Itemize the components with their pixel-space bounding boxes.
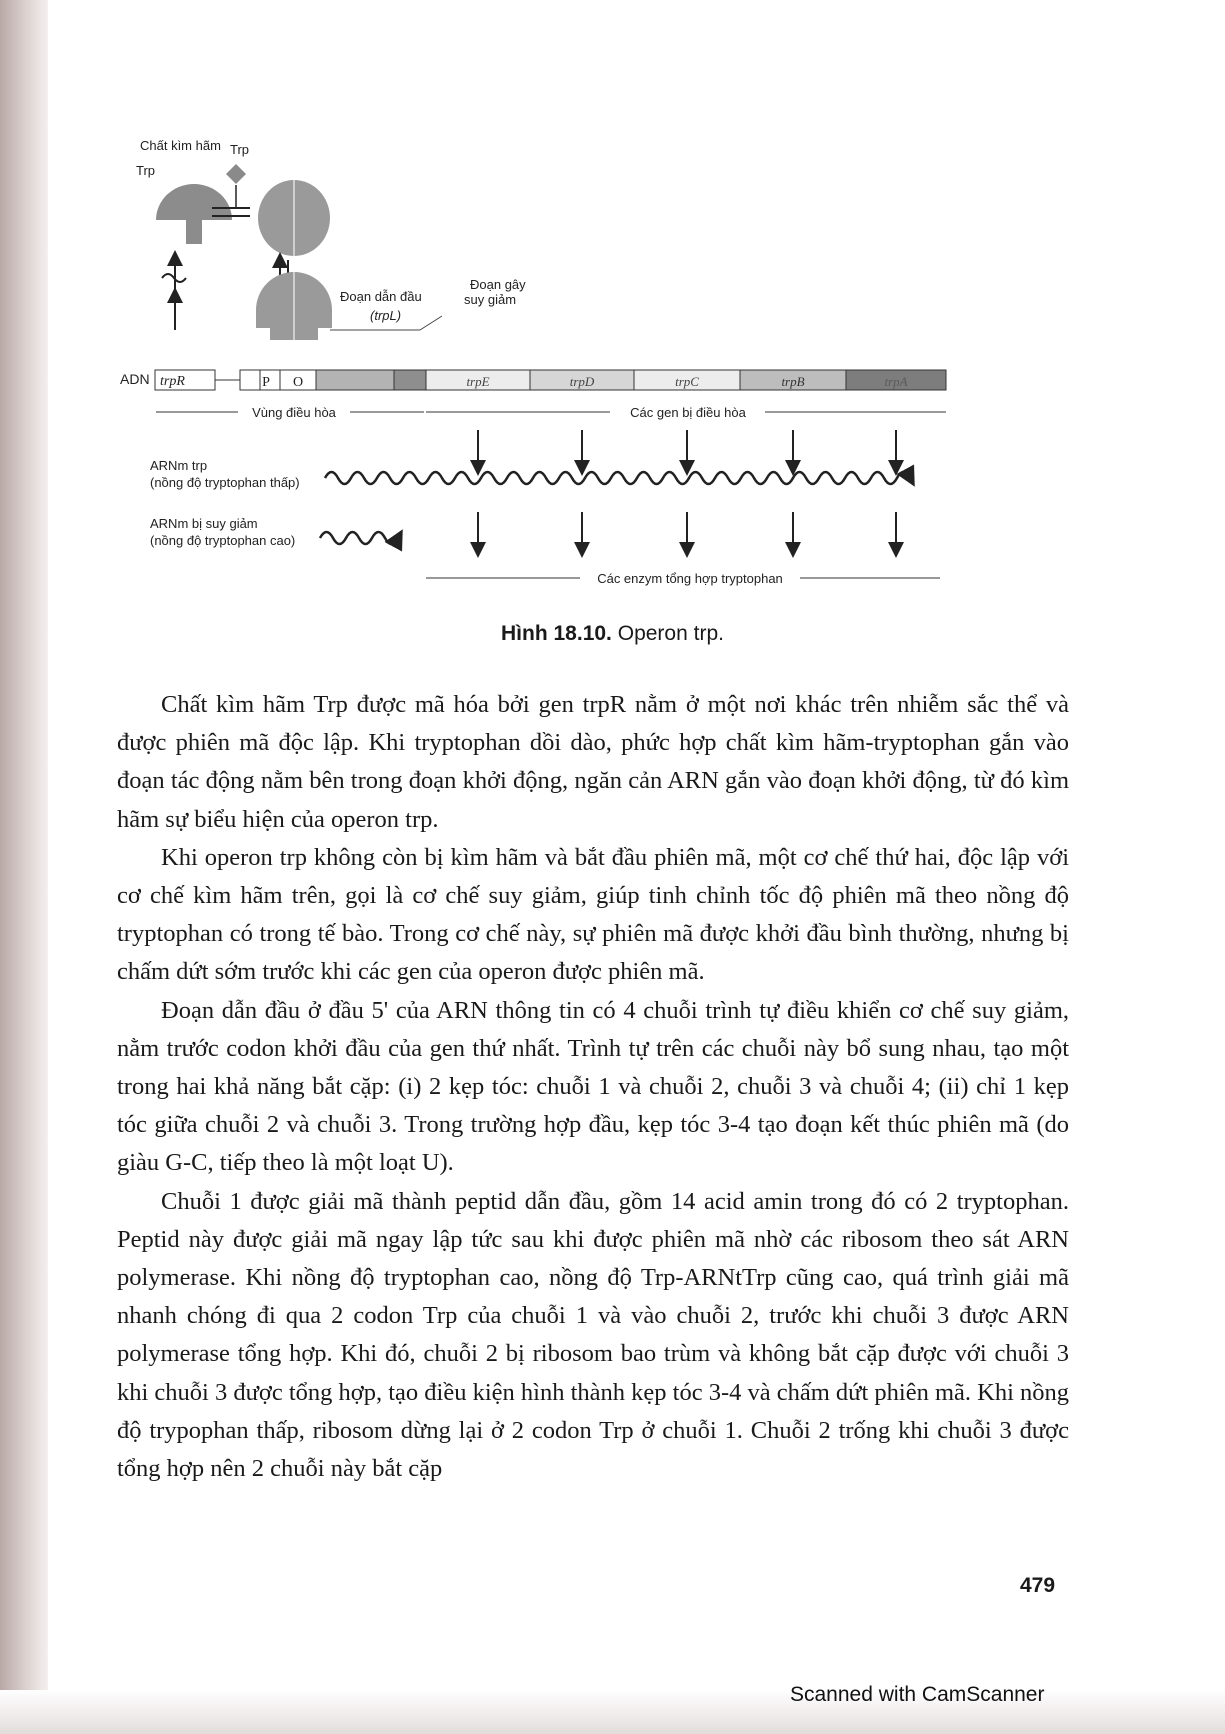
enzymes-label: Các enzym tổng hợp tryptophan bbox=[597, 571, 783, 586]
body-text bbox=[117, 686, 1069, 1488]
attenuator-label-1: Đoạn gây bbox=[470, 277, 526, 292]
scanner-watermark: Scanned with CamScanner bbox=[790, 1683, 1045, 1706]
gene-trpr-label: trpR bbox=[160, 374, 185, 389]
dna-label: ADN bbox=[120, 371, 150, 387]
gene-trpc-label: trpC bbox=[675, 374, 699, 389]
paragraph-1: Chất kìm hãm Trp được mã hóa bởi gen trpR nằm ở một nơi khác trên nhiễm sắc thể và được phiên mã độc lập. Khi tryptophan dồi dào, phức hợp chất kìm hãm-tryptophan gắn vào đoạn tác động nằm bên trong đoạn khởi động, ngăn cản ARN gắn vào đoạn khởi động, từ đó kìm hãm sự biểu hiện của operon trp. bbox=[117, 691, 1069, 833]
repressor-label-1: Chất kìm hãm bbox=[140, 138, 221, 153]
promoter-label: P bbox=[262, 375, 270, 390]
full-mrna-wave bbox=[325, 472, 910, 484]
repressor-label-2: Trp bbox=[136, 163, 156, 178]
inactive-repressor-icon bbox=[156, 184, 232, 244]
mrna-label-2: (nồng độ tryptophan thấp) bbox=[150, 475, 300, 490]
trp-operon-diagram bbox=[120, 130, 1070, 610]
attenuated-label-2: (nồng độ tryptophan cao) bbox=[150, 533, 296, 548]
paragraph-2: Khi operon trp không còn bị kìm hãm và bắt đầu phiên mã, một cơ chế thứ hai, độc lập với cơ chế kìm hãm trên, gọi là cơ chế suy giảm, giúp tinh chỉnh tốc độ phiên mã theo nồng độ tryptophan có trong tế bào. Trong cơ chế này, sự phiên mã được khởi đầu bình thường, nhưng bị chấm dứt sớm trước khi các gen của operon được phiên mã. bbox=[117, 843, 1069, 986]
attenuator-label-2: suy giảm bbox=[464, 292, 517, 307]
gene-trpe-label: trpE bbox=[466, 374, 490, 389]
figure-caption bbox=[0, 622, 1225, 646]
attenuator-box bbox=[394, 370, 426, 390]
leader-label-2: (trpL) bbox=[370, 308, 402, 323]
gene-spacer-box bbox=[240, 370, 260, 390]
tryptophan-diamond-icon bbox=[226, 164, 246, 184]
page-number: 479 bbox=[1020, 1574, 1056, 1597]
operator-label: O bbox=[292, 375, 304, 390]
page-binding-edge bbox=[0, 0, 48, 1734]
leader-box bbox=[316, 370, 394, 390]
caption-text: Operon trp. bbox=[611, 622, 724, 645]
dna-bar bbox=[155, 370, 946, 390]
regulatory-region-label: Vùng điều hòa bbox=[252, 405, 336, 420]
attenuator-pointer bbox=[420, 316, 442, 330]
mrna-label-1: ARNm trp bbox=[150, 458, 208, 473]
trp-operon-figure bbox=[120, 130, 1070, 610]
attenuated-mrna-wave bbox=[320, 532, 398, 544]
trp-label: Trp bbox=[230, 142, 250, 157]
attenuated-label-1: ARNm bị suy giảm bbox=[150, 516, 258, 531]
gene-trpa-label: trpA bbox=[884, 374, 908, 389]
gene-trpd-label: trpD bbox=[569, 374, 595, 389]
regulated-genes-label: Các gen bị điều hòa bbox=[630, 405, 746, 420]
leader-label-1: Đoạn dẫn đầu bbox=[340, 289, 422, 304]
paragraph-3: Đoạn dẫn đầu ở đầu 5' của ARN thông tin có 4 chuỗi trình tự điều khiển cơ chế suy giảm, nằm trước codon khởi đầu của gen thứ nhất. Trình tự trên các chuỗi này bổ sung nhau, tạo một trong hai khả năng bắt cặp: (i) 2 kẹp tóc: chuỗi 1 và chuỗi 2, chuỗi 3 và chuỗi 4; (ii) chỉ 1 kẹp tóc giữa chuỗi 2 và chuỗi 3. Trong trường hợp đầu, kẹp tóc 3-4 tạo đoạn kết thúc phiên mã (do giàu G-C, tiếp theo là một loạt U). bbox=[117, 996, 1069, 1177]
paragraph-4: Chuỗi 1 được giải mã thành peptid dẫn đầu, gồm 14 acid amin trong đó có 2 tryptophan. Peptid này được giải mã ngay lập tức sau khi được phiên mã nhờ các ribosom theo sát ARN polymerase. Khi nồng độ tryptophan cao, nồng độ Trp-ARNtTrp cũng cao, quá trình giải mã nhanh chóng đi qua 2 codon Trp của chuỗi 1 và vào chuỗi 2, trước khi chuỗi 3 được ARN polymerase tổng hợp. Khi đó, chuỗi 2 bị ribosom bao trùm và không bắt cặp được với chuỗi 3 khi chuỗi 3 được tổng hợp, tạo điều kiện hình thành kẹp tóc 3-4 và chấm dứt phiên mã. Khi nồng độ trypophan thấp, ribosom dừng lại ở 2 codon Trp ở chuỗi 1. Chuỗi 2 trống khi chuỗi 3 được tổng hợp nên 2 chuỗi này bắt cặp bbox=[117, 1187, 1069, 1483]
caption-number: Hình 18.10. bbox=[501, 622, 612, 645]
gene-trpb-label: trpB bbox=[781, 374, 805, 389]
